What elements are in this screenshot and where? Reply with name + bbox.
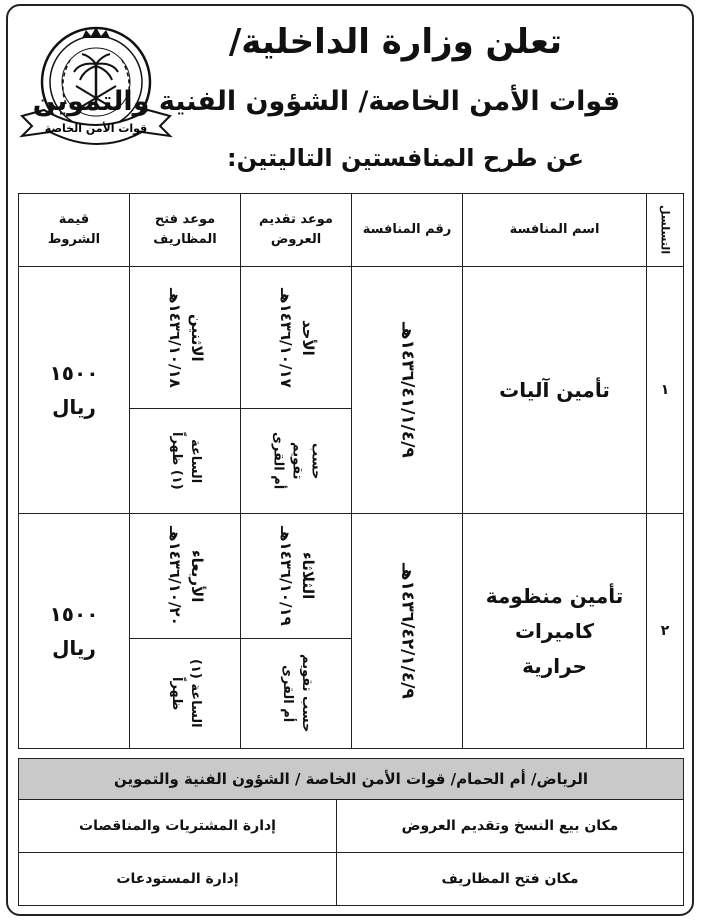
row2-open-time-cell xyxy=(129,638,241,749)
locations-table xyxy=(18,758,684,906)
number-header: رقم المنافسة xyxy=(351,193,463,267)
row1-number: ١٤٣٦/٤١/١/٤/٩هـ xyxy=(397,322,418,458)
row1-name: تأمين آليات xyxy=(462,266,647,514)
row1-open-time: الساعة (١) ظهراً xyxy=(169,432,203,490)
row2-open-time: الساعة (١) ظهراً xyxy=(169,659,203,728)
opening-place-label: مكان فتح المظاريف xyxy=(336,852,684,906)
row1-submit-time-cell xyxy=(240,408,352,514)
row2-submit-time: حسب تقويم أم القرى xyxy=(280,654,314,733)
tenders-table xyxy=(18,193,684,749)
emblem-ribbon-text: قوات الأمن الخاصة xyxy=(44,122,148,135)
row2-number: ١٤٣٦/٤٢/١/٤/٩هـ xyxy=(397,563,418,699)
row1-submit-date: الأحد ١٤٣٦/١٠/١٧هـ xyxy=(277,287,317,388)
serial-header: التسلسل xyxy=(646,193,684,267)
submit-header: موعد تقديم العروض xyxy=(240,193,352,267)
row2-name: تأمين منظومة كاميرات حرارية xyxy=(462,513,647,749)
row1-open-date-cell xyxy=(129,266,241,409)
row1-number-cell xyxy=(351,266,463,514)
department-heading: قوات الأمن الخاصة/ الشؤون الفنية والتموين xyxy=(32,86,620,117)
open-header: موعد فتح المظاريف xyxy=(129,193,241,267)
row1-submit-time: حسب تقويم أم القرى xyxy=(270,432,324,490)
name-header: اسم المنافسة xyxy=(462,193,647,267)
row2-number-cell xyxy=(351,513,463,749)
row2-open-date-cell xyxy=(129,513,241,639)
tenders-intro: عن طرح المنافستين التاليتين: xyxy=(227,144,584,172)
row2-submit-date: الثلاثاء ١٤٣٦/١٠/١٩هـ xyxy=(277,526,317,626)
row2-price: ١٥٠٠ ريال xyxy=(18,513,130,749)
price-header: قيمة الشروط xyxy=(18,193,130,267)
row1-open-time-cell xyxy=(129,408,241,514)
sale-place-value: إدارة المشتريات والمناقصات xyxy=(18,799,337,853)
ministry-heading: تعلن وزارة الداخلية/ xyxy=(228,22,562,62)
row2-serial: ٢ xyxy=(646,513,684,749)
row1-submit-date-cell xyxy=(240,266,352,409)
row1-serial: ١ xyxy=(646,266,684,514)
row1-price: ١٥٠٠ ريال xyxy=(18,266,130,514)
row2-submit-date-cell xyxy=(240,513,352,639)
row2-open-date: الأربعاء ١٤٣٦/١٠/٢٠هـ xyxy=(166,526,206,626)
sale-place-label: مكان بيع النسخ وتقديم العروض xyxy=(336,799,684,853)
row1-open-date: الاثنين ١٤٣٦/١٠/١٨هـ xyxy=(166,287,206,388)
row2-submit-time-cell xyxy=(240,638,352,749)
opening-place-value: إدارة المستودعات xyxy=(18,852,337,906)
locations-banner: الرياض/ أم الحمام/ قوات الأمن الخاصة / الشؤون الفنية والتموين xyxy=(18,758,684,800)
